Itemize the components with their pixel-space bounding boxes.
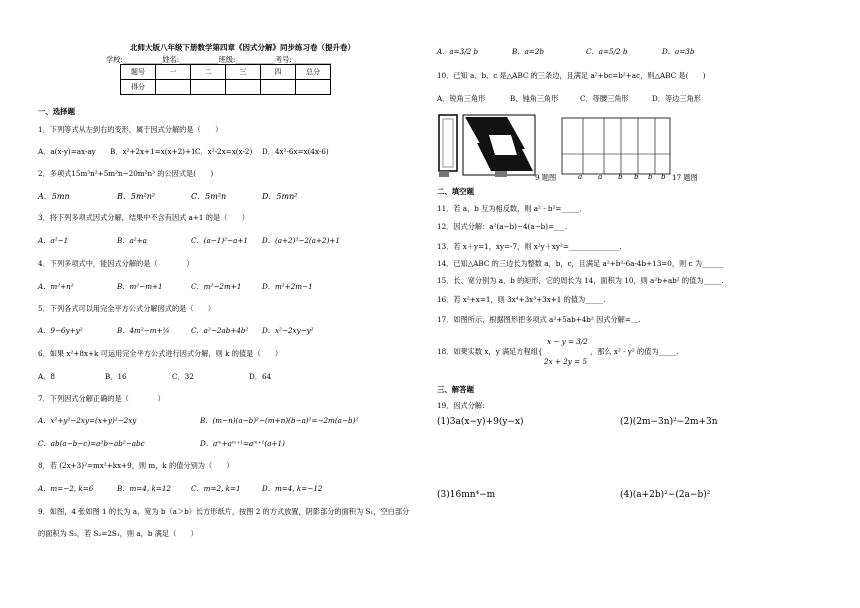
question-18-equation-1: x − y = 3/2 [547,337,588,346]
q4-option-c[interactable]: C．m²−2m+1 [191,282,242,291]
q7-option-b[interactable]: B．(m−n)(a−b)²−(m+n)(b−a)²=−2m(a−b)² [200,416,359,425]
q7-option-c[interactable]: C．ab(a−b−c)=a²b−ab²−abc [38,439,145,448]
figure-9 [437,113,547,181]
question-18-prefix: 18．如果实数 x，y 满足方程组{ [437,347,543,356]
question-18-equation-2: 2x + 2y = 5 [544,357,588,366]
question-9-line2: 的面积为 S₂，若 S₂=2S₁，则 a，b 满足（ ） [38,529,198,538]
q3-option-c[interactable]: C．(a−1)²−a+1 [191,236,248,245]
question-1: 1．下列等式从左到右的变形，属于因式分解的是（ ） [38,125,223,134]
q7-option-d[interactable]: D．aᵐ+aᵐ⁺¹=aᵐ⁺¹(a+1) [200,439,285,448]
score-header: 总分 [296,65,331,80]
q8-option-b[interactable]: B．m=4, k=12 [117,484,171,493]
q5-option-c[interactable]: C．a²−2ab+4b² [191,326,249,335]
q2-option-d[interactable]: D．5mn² [262,192,298,201]
q3-option-b[interactable]: B．a²+a [117,236,147,245]
figure-17-caption: 17 题图 [672,173,698,182]
q10-option-a[interactable]: A．锐角三角形 [437,94,486,103]
q6-option-c[interactable]: C．32 [172,372,194,381]
question-14: 14．已知△ABC 的三边长为整数 a，b，c，且满足 a²+b²-6a-4b+13=0，则 c 为______ [437,259,724,268]
question-18-suffix: ，那么 x² - y² 的值为_____. [590,347,679,356]
q5-option-a[interactable]: A．9−6y+y² [38,326,83,335]
q10-option-d[interactable]: D．等边三角形 [652,94,701,103]
question-3: 3．将下列多项式因式分解，结果中不含有因式 a+1 的是（ ） [38,213,249,222]
question-12: 12．因式分解：a²(a−b)−4(a−b)=___. [437,222,568,231]
figure-17-label-a2: a [598,172,603,181]
q6-option-a[interactable]: A．8 [38,372,55,381]
figure-17-label-a1: a [578,172,583,181]
q8-option-a[interactable]: A．m=−2, k=6 [38,484,94,493]
student-info-line: 学校:___________姓名:___________班级:___________考号:___________ [106,55,332,64]
section-heading-choice: 一、选择题 [38,107,75,116]
q10-option-c[interactable]: C．等腰三角形 [580,94,629,103]
figure-17-label-b3: b [648,172,653,181]
score-cell[interactable] [296,80,331,95]
q4-option-b[interactable]: B．m²−m+1 [117,282,163,291]
q1-option-c[interactable]: C．x²-2x=x(x-2) [195,147,253,156]
question-15: 15．长、宽分别为 a、b 的矩形，它的周长为 14，面积为 10，则 a²b+ab² 的值为_____. [437,276,724,285]
question-4: 4．下列多项式中，能因式分解的是（ ） [38,259,194,268]
q9-option-b[interactable]: B．a=2b [512,47,544,56]
q4-option-a[interactable]: A．m²+n² [38,282,74,291]
question-9-line1: 9．如图，4 张如图 1 的长为 a，宽为 b（a＞b）长方形纸片，按图 2 的方式放置，阴影部分的面积为 S₁，空白部分 [38,507,410,516]
q9-option-a[interactable]: A．a=3/2 b [437,47,479,56]
q7-option-a[interactable]: A．x²+y²−2xy=(x+y)²−2xy [38,416,137,425]
question-11: 11．若 a，b 互为相反数，则 a² - b²=_____． [437,204,587,213]
figure-9-caption: 9 题图 [535,173,557,182]
score-cell[interactable] [156,80,191,95]
q8-option-d[interactable]: D．m=4, k=−12 [262,484,323,493]
page-title: 北师大版八年级下册数学第四章《因式分解》同步练习卷（提升卷） [130,43,355,52]
q5-option-d[interactable]: D．x²−2xy−y² [262,326,314,335]
figure-17-label-b4: b [661,172,666,181]
question-19: 19．因式分解: [437,401,485,410]
score-header: 二 [191,65,226,80]
section-heading-fill: 二、填空题 [437,187,474,196]
score-header: 四 [261,65,296,80]
q2-option-a[interactable]: A．5mn [38,192,70,201]
q1-option-a[interactable]: A．a(x-y)=ax-ay [38,147,96,156]
question-5: 5．下列各式可以用完全平方公式分解因式的是（ ） [38,304,216,313]
question-7: 7．下列因式分解正确的是（ ） [38,394,165,403]
question-16: 16．若 x²+x=1，则 3x⁴+3x³+3x+1 的值为_____. [437,295,606,304]
q2-option-c[interactable]: C．5m²n [191,192,227,201]
q9-option-c[interactable]: C．a=5/2 b [586,47,628,56]
score-header: 三 [226,65,261,80]
q5-option-b[interactable]: B．4m²−m+¼ [117,326,170,335]
q19-part-2: (2)(2m−3n)²−2m+3n [620,417,718,427]
q6-option-b[interactable]: B．16 [105,372,127,381]
q6-option-d[interactable]: D．64 [249,372,272,381]
q19-part-1: (1)3a(x−y)+9(y−x) [437,417,524,427]
q19-part-3: (3)16mn⁴−m [437,490,496,500]
section-heading-answer: 三、解答题 [437,385,474,394]
q8-option-c[interactable]: C．m=2, k=1 [191,484,241,493]
q4-option-d[interactable]: D．m²+2m−1 [262,282,313,291]
score-row-label: 得分 [121,80,156,95]
question-17: 17．如图所示，根据图形把多项式 a²+5ab+4b² 因式分解=＿. [437,315,641,324]
q3-option-d[interactable]: D．(a+2)²−2(a+2)+1 [262,236,340,245]
q1-option-b[interactable]: B．x²+2x+1=x(x+2)+1 [110,147,196,156]
question-2: 2．多项式15m³n²+5m²n−20m²n³ 的公因式是( ) [38,169,214,178]
figure-17-label-b2: b [634,172,639,181]
score-table [120,64,331,95]
figure-17-label-b1: b [618,172,623,181]
q19-part-4: (4)(a+2b)²−(2a−b)² [620,490,711,500]
q9-option-d[interactable]: D．a=3b [662,47,695,56]
score-cell[interactable] [191,80,226,95]
score-header: 一 [156,65,191,80]
score-cell[interactable] [261,80,296,95]
question-8: 8．若 (2x+3)²=mx²+kx+9，则 m，k 的值分别为（ ） [38,461,234,470]
q1-option-d[interactable]: D．4x²-6x=x(4x-6) [262,147,329,156]
score-cell[interactable] [226,80,261,95]
q3-option-a[interactable]: A．a²−1 [38,236,69,245]
q10-option-b[interactable]: B．钝角三角形 [510,94,559,103]
question-6: 6．如果 x²+8x+k 可运用完全平方公式进行因式分解，则 k 的值是（ ） [38,349,283,358]
question-13: 13．若 x＋y=1，xy=-7，则 x²y＋xy²=______________. [437,242,622,251]
question-10: 10．已知 a、b、c 是△ABC 的三条边，且满足 a²+bc=b²+ac，则△ABC 是( ) [437,71,706,80]
q2-option-b[interactable]: B．5m²n² [117,192,156,201]
score-header: 题号 [121,65,156,80]
figure-17 [561,117,673,179]
